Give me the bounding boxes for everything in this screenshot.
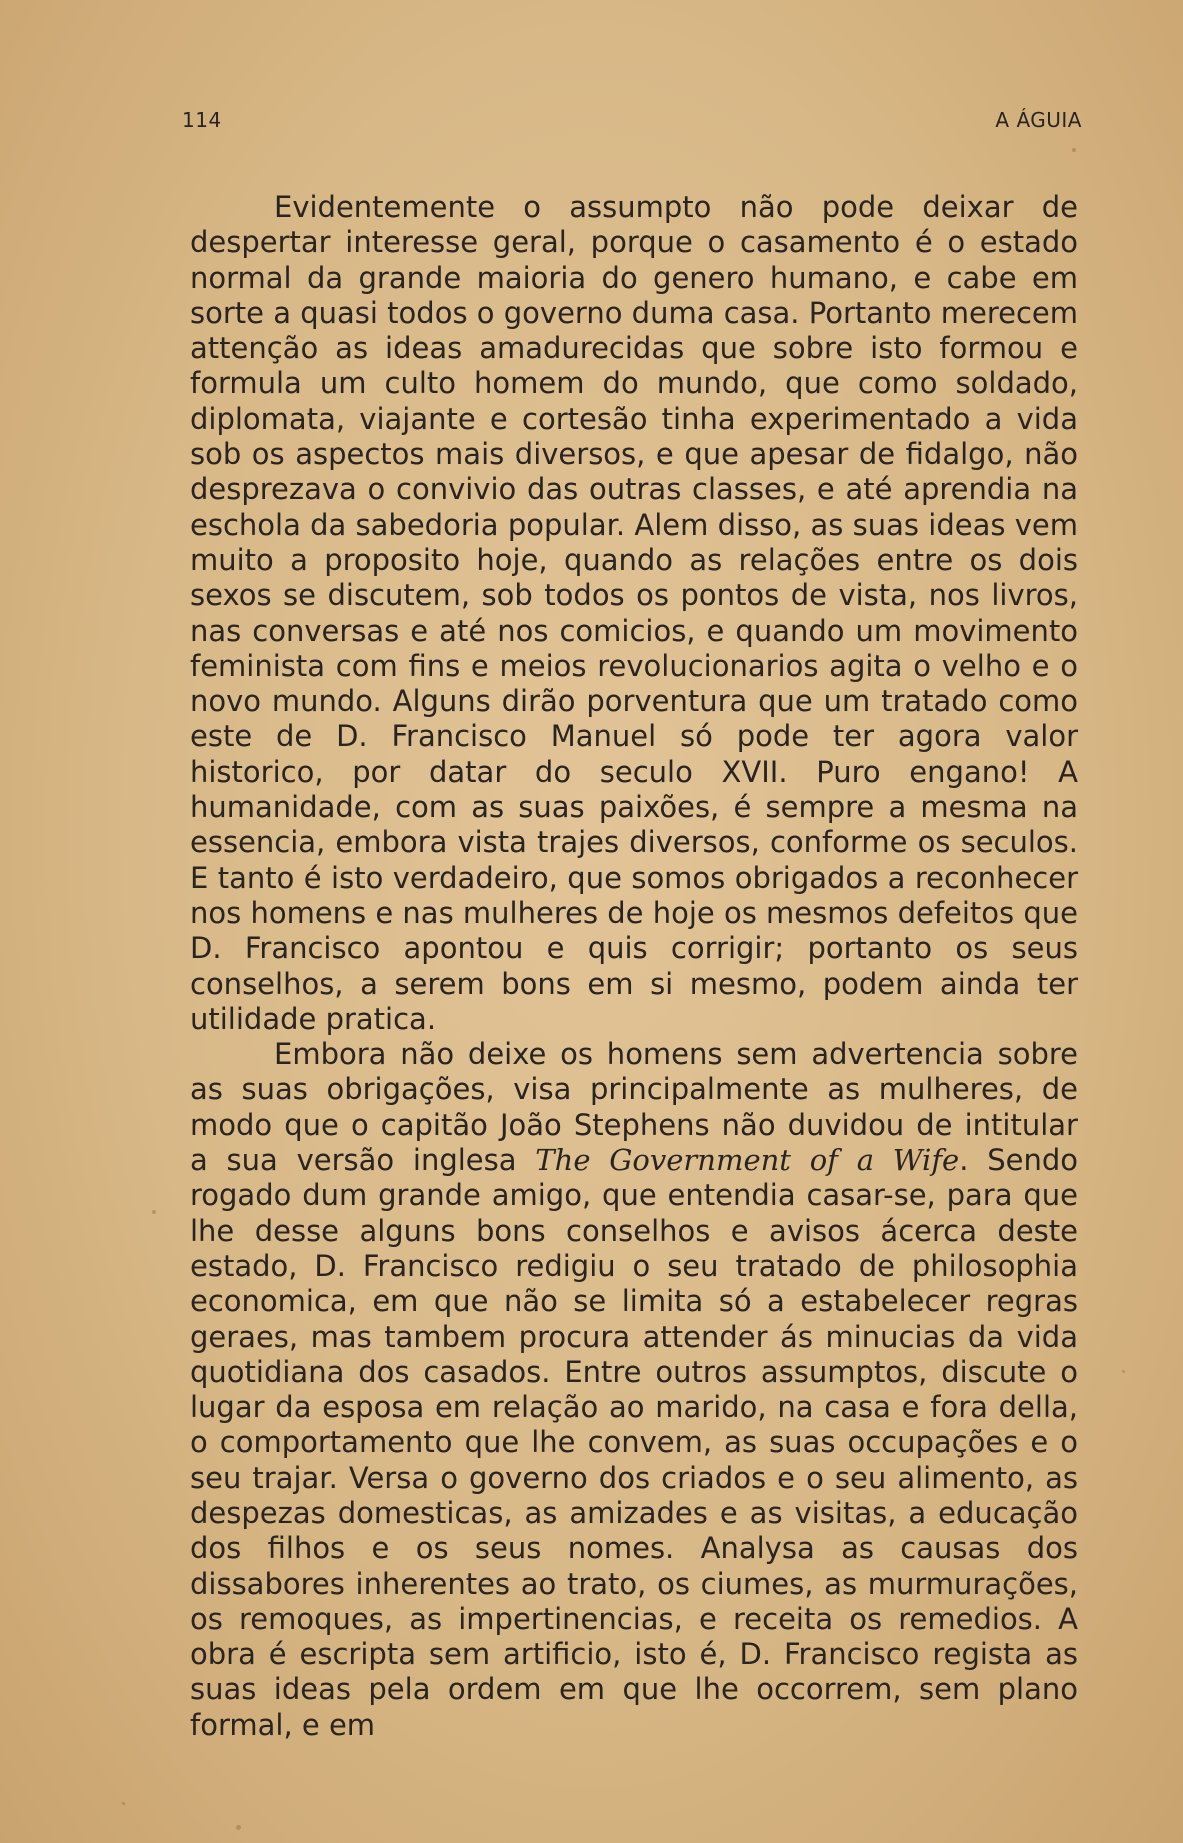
paragraph: Evidentemente o assumpto não pode deixar de despertar interesse geral, porque o casamento é o estado normal da grande maioria do genero humano, e cabe em sorte a quasi todos o governo duma casa. Portanto merecem attenção as ideas amadurecidas que sobre isto formou e formula um culto homem do mundo, que como soldado, diplomata, viajante e cortesão tinha experimentado a vida sob os aspectos mais diversos, e que apesar de fidalgo, não desprezava o convivio das outras classes, e até aprendia na eschola da sabedoria popular. Alem disso, as suas ideas vem muito a proposito hoje, quando as relações entre os dois sexos se discutem, sob todos os pontos de vista, nos livros, nas conversas e até nos comicios, e quando um movimento feminista com fins e meios revolucionarios agita o velho e o novo mundo. Alguns dirão porventura que um tratado como este de D. Francisco Manuel só pode ter agora valor historico, por datar do seculo XVII. Puro engano! A humanidade, com as suas paixões, é sempre a mesma na essencia, embora vista trajes diversos, conforme os seculos. E tanto é isto verdadeiro, que somos obrigados a reconhecer nos homens e nas mulheres de hoje os mesmos defeitos que D. Francisco apontou e quis corrigir; portanto os seus conselhos, a serem bons em si mesmo, podem ainda ter utilidade pratica. bbox=[190, 190, 1078, 1036]
paragraph-text: . Sendo rogado dum grande amigo, que entendia casar-se, para que lhe desse alguns bons conselhos e avisos ácerca deste estado, D. Francisco redigiu o seu tratado de philosophia economica, em que não se limita só a estabelecer regras geraes, mas tambem procura attender ás minucias da vida quotidiana dos casados. Entre outros assumptos, discute o lugar da esposa em relação ao marido, na casa e fora della, o comportamento que lhe convem, as suas occupações e o seu trajar. Versa o governo dos criados e o seu alimento, as despezas domesticas, as amizades e as visitas, a educação dos filhos e os seus nomes. Analysa as causas dos dissabores inherentes ao trato, os ciumes, as murmurações, os remoques, as impertinencias, e receita os remedios. A obra é escripta sem artificio, isto é, D. Francisco regista as suas ideas pela ordem em que lhe occorrem, sem plano formal, e em bbox=[190, 1143, 1079, 1742]
page-number: 114 bbox=[182, 108, 222, 132]
paper-speck bbox=[122, 1802, 125, 1805]
paper-speck bbox=[152, 1210, 156, 1214]
paper-speck bbox=[236, 1825, 241, 1830]
paper-speck bbox=[1072, 148, 1076, 152]
paragraph-text: Embora não deixe os homens sem advertencia sobre as suas obrigações, visa principalmente as mulheres, de modo que o capitão João Stephens não duvidou de intitular a sua versão inglesa bbox=[190, 1037, 1078, 1178]
page-header bbox=[182, 108, 1082, 140]
book-title: The Government of a Wife bbox=[535, 1143, 960, 1178]
running-head: A ÁGUIA bbox=[995, 108, 1082, 132]
body-text bbox=[190, 190, 1078, 1743]
paragraph bbox=[190, 1037, 1078, 1743]
paper-speck bbox=[1122, 1370, 1125, 1373]
